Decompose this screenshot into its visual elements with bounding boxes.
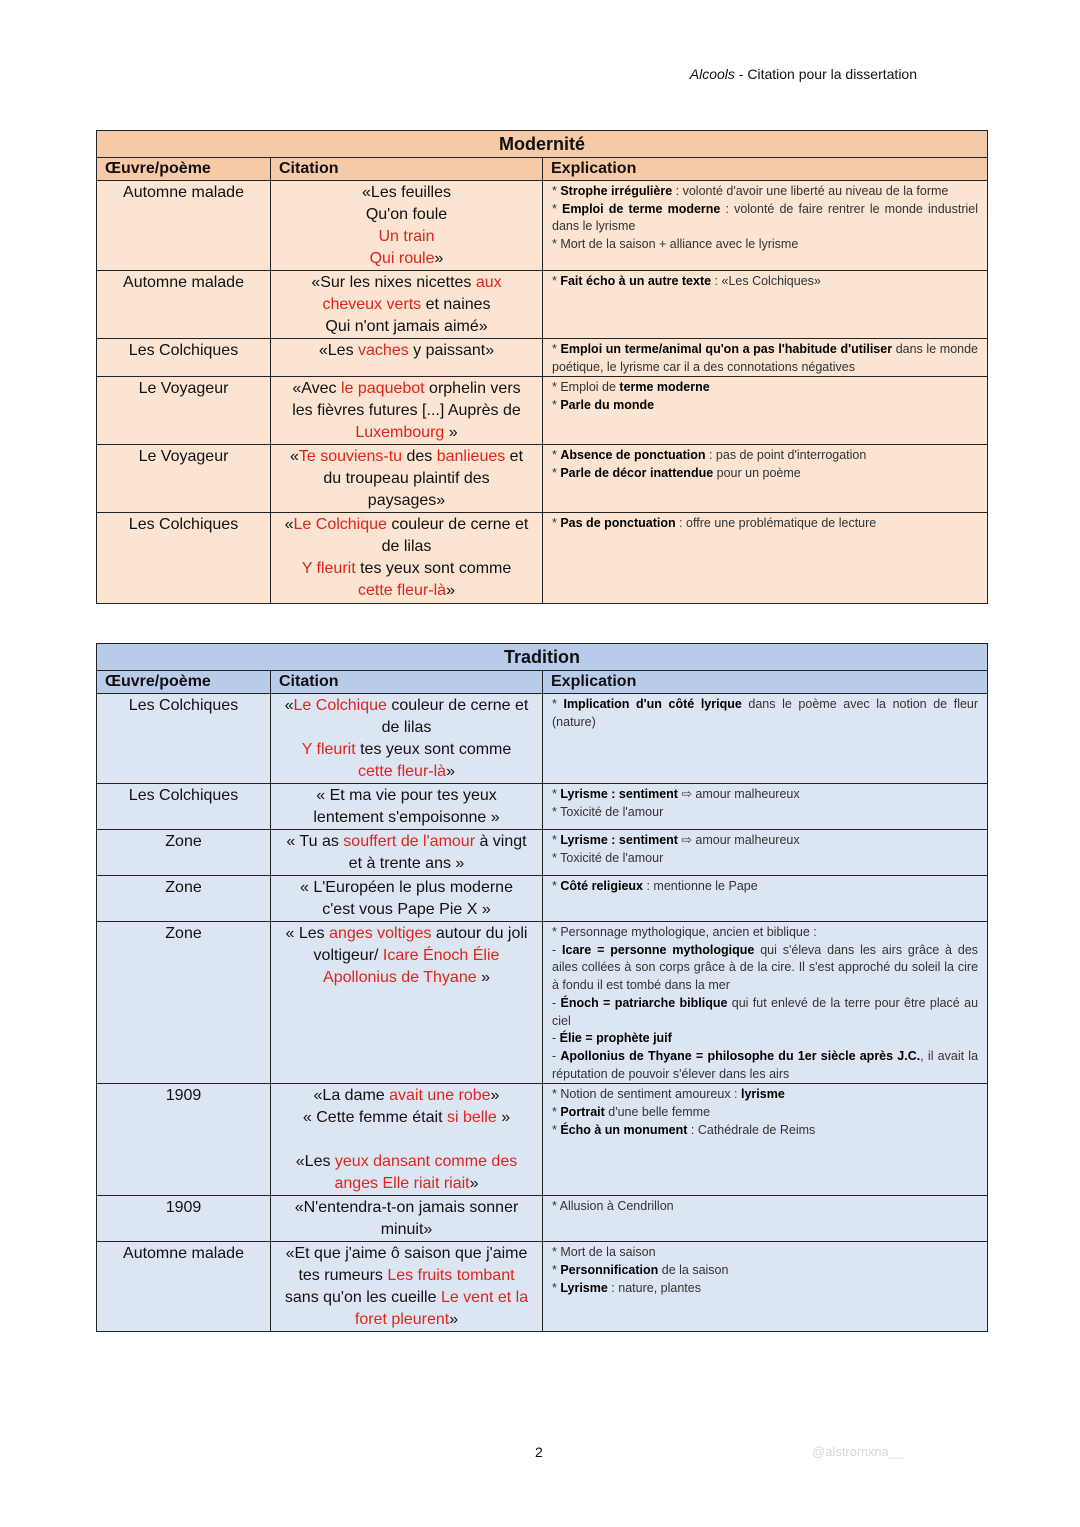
explication-line: [552, 273, 978, 291]
citation-cell: [271, 1196, 543, 1242]
explication-line: [552, 1104, 978, 1122]
explication-cell: [543, 513, 988, 604]
bold-text: Pas de ponctuation: [560, 516, 676, 531]
text-segment: «: [289, 448, 299, 466]
bold-text: Icare = personne mythologique: [562, 942, 755, 957]
text-segment: : offre une problématique de lecture: [675, 516, 877, 531]
document-header: [690, 66, 917, 82]
text-segment: et à trente ans »: [348, 855, 465, 872]
explication-cell: [543, 181, 988, 271]
highlighted-text: cette fleur-là: [358, 582, 447, 600]
watermark: @alstromxria__: [812, 1444, 904, 1459]
text-segment: « Cette femme était: [302, 1109, 447, 1127]
citation-line: [277, 316, 536, 338]
text-segment: tes yeux sont comme: [355, 560, 512, 578]
explication-cell: [543, 445, 988, 513]
text-segment: des: [402, 448, 437, 466]
explication-line: [552, 201, 978, 236]
citation-line: [277, 1265, 536, 1287]
highlighted-text: Le Colchique: [293, 697, 387, 714]
bold-text: Implication d'un côté lyrique: [563, 697, 742, 711]
explication-line: [552, 878, 978, 896]
bold-text: Élie = prophète juif: [559, 1031, 672, 1046]
text-segment: * Mort de la saison + alliance avec le lyrisme: [552, 237, 799, 252]
highlighted-text: si belle: [446, 1109, 497, 1127]
text-segment: : volonté de faire rentrer le monde industriel dans le lyrisme: [552, 201, 979, 234]
text-segment: sans qu'on les cueille: [284, 1289, 441, 1307]
explication-line: [552, 804, 978, 822]
text-segment: »: [476, 969, 490, 986]
explication-line: [552, 1030, 978, 1048]
text-segment: dans le poème avec la notion de fleur (nature): [552, 697, 979, 729]
table-row: [97, 1084, 988, 1196]
citation-line: [277, 490, 536, 512]
bold-text: Écho à un monument: [560, 1122, 688, 1137]
highlighted-text: Le Colchique: [293, 516, 387, 534]
table-row: [97, 694, 988, 784]
explication-cell: [543, 830, 988, 876]
text-segment: couleur de cerne et: [386, 516, 529, 534]
text-segment: *: [552, 342, 561, 356]
text-segment: : pas de point d'interrogation: [705, 448, 867, 463]
text-segment: et naines: [421, 296, 491, 313]
text-segment: : nature, plantes: [607, 1280, 701, 1295]
poem-cell: Les Colchiques: [97, 694, 271, 784]
text-segment: «La dame: [313, 1087, 390, 1105]
highlighted-text: foret pleurent: [354, 1311, 450, 1329]
text-segment: »: [449, 1311, 459, 1329]
text-segment: *: [552, 1280, 561, 1295]
explication-line: [552, 1086, 978, 1104]
text-segment: »: [469, 1175, 479, 1193]
highlighted-text: Les fruits tombant: [387, 1267, 515, 1285]
text-segment: voltigeur/: [313, 947, 383, 964]
table-row: [97, 445, 988, 513]
citation-cell: [271, 830, 543, 876]
explication-line: [552, 183, 978, 201]
citation-line: [277, 807, 536, 829]
text-segment: orphelin vers: [424, 380, 521, 398]
text-segment: «: [284, 516, 294, 534]
text-segment: de lilas: [381, 719, 432, 736]
text-segment: «Sur les nixes nicettes: [311, 274, 476, 291]
citation-cell: [271, 876, 543, 922]
text-segment: autour du joli: [431, 925, 528, 942]
modernite-table: [96, 130, 988, 604]
explication-line: [552, 942, 978, 995]
text-segment: qui fut enlevé de la terre pour être placé au ciel: [552, 995, 979, 1028]
citation-cell: [271, 1242, 543, 1332]
text-segment: »: [444, 424, 458, 442]
text-segment: »: [434, 250, 444, 267]
citation-line: [277, 1287, 536, 1309]
citation-line: [277, 967, 536, 989]
highlighted-text: yeux dansant comme des: [334, 1153, 518, 1171]
highlighted-text: Y fleurit: [301, 741, 356, 758]
bold-text: terme moderne: [619, 380, 710, 395]
explication-line: [552, 397, 978, 415]
header-work-title: Alcools: [689, 66, 735, 82]
text-segment: * Emploi de: [552, 380, 620, 395]
explication-cell: [543, 1242, 988, 1332]
bold-text: Parle du monde: [560, 398, 655, 413]
text-segment: de lilas: [381, 538, 432, 556]
citation-cell: [271, 339, 543, 377]
table-row: [97, 513, 988, 604]
poem-cell: Les Colchiques: [97, 784, 271, 830]
citation-cell: [271, 513, 543, 604]
text-segment: minuit»: [380, 1221, 433, 1239]
explication-cell: [543, 377, 988, 445]
citation-line: [277, 272, 536, 294]
text-segment: c'est vous Pape Pie X »: [322, 901, 491, 918]
text-segment: -: [552, 942, 563, 957]
text-segment: * Personnage mythologique, ancien et biblique :: [552, 925, 817, 939]
text-segment: paysages»: [367, 492, 446, 510]
highlighted-text: cheveux verts: [322, 296, 422, 313]
citation-line: [277, 761, 536, 783]
text-segment: couleur de cerne et: [386, 697, 529, 714]
highlighted-text: Te souviens-tu: [298, 448, 403, 466]
explication-line: [552, 341, 978, 376]
text-segment: * Allusion à Cendrillon: [552, 1199, 674, 1214]
poem-cell: Les Colchiques: [97, 339, 271, 377]
text-segment: « L'Européen le plus moderne: [300, 879, 513, 896]
bold-text: Absence de ponctuation: [560, 448, 706, 463]
text-segment: *: [552, 879, 561, 893]
citation-cell: [271, 784, 543, 830]
text-segment: *: [552, 697, 564, 711]
highlighted-text: Qui roule: [369, 250, 435, 267]
explication-line: [552, 832, 978, 850]
text-segment: «Les: [318, 342, 359, 359]
table-row: [97, 784, 988, 830]
citation-cell: [271, 922, 543, 1084]
text-segment: y paissant»: [408, 342, 495, 359]
explication-line: [552, 515, 978, 533]
text-segment: pour un poème: [713, 466, 801, 481]
table-row: [97, 830, 988, 876]
citation-line: [277, 1129, 536, 1151]
citation-line: [277, 877, 536, 899]
highlighted-text: anges voltiges: [329, 925, 432, 942]
poem-cell: Les Colchiques: [97, 513, 271, 604]
highlighted-text: Un train: [378, 228, 435, 245]
highlighted-text: Luxembourg: [355, 424, 445, 442]
highlighted-text: le paquebot: [340, 380, 425, 398]
text-segment: «Les: [295, 1153, 335, 1171]
citation-line: [277, 400, 536, 422]
citation-line: [277, 248, 536, 270]
text-segment: *: [552, 184, 561, 198]
page-number: 2: [535, 1444, 543, 1460]
citation-line: [277, 1197, 536, 1219]
text-segment: * Toxicité de l'amour: [552, 804, 664, 819]
citation-line: [277, 899, 536, 921]
citation-line: [277, 182, 536, 204]
bold-text: Lyrisme : sentiment: [560, 787, 678, 801]
bold-text: Énoch = patriarche biblique: [560, 995, 728, 1010]
col-header-explication: Explication: [543, 671, 988, 694]
explication-cell: [543, 1196, 988, 1242]
text-segment: »: [446, 582, 455, 600]
text-segment: -: [552, 1031, 560, 1046]
poem-cell: Zone: [97, 830, 271, 876]
explication-line: [552, 465, 978, 483]
text-segment: *: [552, 1122, 561, 1137]
table-row: [97, 271, 988, 339]
explication-cell: [543, 271, 988, 339]
explication-cell: [543, 694, 988, 784]
highlighted-text: Y fleurit: [301, 560, 356, 578]
citation-line: [277, 945, 536, 967]
highlighted-text: banlieues: [436, 448, 506, 466]
citation-line: [277, 204, 536, 226]
text-segment: «N'entendra-t-on jamais sonner: [294, 1199, 519, 1217]
poem-cell: Automne malade: [97, 1242, 271, 1332]
bold-text: lyrisme: [741, 1087, 785, 1102]
bold-text: Portrait: [560, 1105, 605, 1120]
citation-line: [277, 446, 536, 468]
explication-line: [552, 447, 978, 465]
text-segment: de la saison: [658, 1263, 729, 1278]
table-row: [97, 922, 988, 1084]
text-segment: *: [552, 516, 561, 531]
citation-line: [277, 1219, 536, 1241]
text-segment: les fièvres futures [...] Auprès de: [292, 402, 521, 420]
explication-line: [552, 924, 978, 942]
text-segment: Qu'on foule: [365, 206, 448, 223]
poem-cell: Automne malade: [97, 271, 271, 339]
col-header-oeuvre: Œuvre/poème: [97, 158, 271, 181]
text-segment: «Avec: [292, 380, 341, 398]
citation-line: [277, 1107, 536, 1129]
table-row: [97, 1196, 988, 1242]
citation-line: [277, 1243, 536, 1265]
text-segment: : mentionne le Pape: [643, 879, 758, 893]
explication-cell: [543, 876, 988, 922]
citation-line: [277, 294, 536, 316]
poem-cell: Zone: [97, 922, 271, 1084]
explication-line: [552, 995, 978, 1030]
bold-text: Lyrisme : sentiment: [560, 833, 678, 847]
citation-line: [277, 1151, 536, 1173]
citation-cell: [271, 1084, 543, 1196]
poem-cell: 1909: [97, 1196, 271, 1242]
text-segment: * Notion de sentiment amoureux :: [552, 1087, 741, 1102]
text-segment: « Et ma vie pour tes yeux: [316, 787, 497, 804]
text-segment: *: [552, 466, 561, 481]
bold-text: Apollonius de Thyane = philosophe du 1er siècle après J.C.: [560, 1048, 921, 1063]
bold-text: Lyrisme: [560, 1280, 608, 1295]
explication-cell: [543, 339, 988, 377]
text-segment: « Tu as: [286, 833, 344, 850]
text-segment: -: [552, 1048, 561, 1063]
explication-line: [552, 1198, 978, 1216]
citation-line: [277, 853, 536, 875]
text-segment: *: [552, 833, 561, 847]
bold-text: Personnification: [560, 1263, 659, 1278]
highlighted-text: vaches: [358, 342, 409, 359]
bold-text: Côté religieux: [560, 879, 644, 893]
bold-text: Parle de décor inattendue: [560, 466, 714, 481]
citation-cell: [271, 181, 543, 271]
citation-line: [277, 514, 536, 536]
tradition-table: [96, 643, 988, 1332]
text-segment: du troupeau plaintif des: [323, 470, 490, 488]
highlighted-text: avait une robe: [389, 1087, 491, 1105]
highlighted-text: cette fleur-là: [358, 763, 447, 780]
text-segment: Qui n'ont jamais aimé»: [325, 318, 488, 335]
explication-cell: [543, 922, 988, 1084]
text-segment: *: [552, 398, 561, 413]
explication-line: [552, 850, 978, 868]
col-header-explication: Explication: [543, 158, 988, 181]
text-segment: tes rumeurs: [298, 1267, 388, 1285]
poem-cell: Le Voyageur: [97, 445, 271, 513]
bold-text: Strophe irrégulière: [560, 184, 673, 198]
text-segment: «Et que j'aime ô saison que j'aime: [285, 1245, 528, 1263]
citation-line: [277, 785, 536, 807]
highlighted-text: souffert de l'amour: [343, 833, 476, 850]
text-segment: «Les feuilles: [362, 184, 451, 201]
explication-line: [552, 1280, 978, 1298]
citation-line: [277, 1309, 536, 1331]
citation-line: [277, 580, 536, 602]
text-segment: *: [552, 274, 561, 288]
text-segment: «: [284, 697, 294, 714]
citation-line: [277, 340, 536, 362]
citation-line: [277, 739, 536, 761]
text-segment: *: [552, 787, 561, 801]
text-segment: : «Les Colchiques»: [711, 274, 821, 288]
text-segment: »: [490, 1087, 500, 1105]
highlighted-text: aux: [475, 274, 502, 291]
text-segment: »: [446, 763, 455, 780]
text-segment: ⇨ amour malheureux: [677, 787, 800, 801]
table-row: [97, 1242, 988, 1332]
text-segment: : volonté d'avoir une liberté au niveau de la forme: [672, 184, 949, 198]
poem-cell: 1909: [97, 1084, 271, 1196]
col-header-citation: Citation: [271, 158, 543, 181]
bold-text: Fait écho à un autre texte: [560, 274, 712, 288]
text-segment: , il avait la réputation de pouvoir s'élever dans les airs: [552, 1048, 979, 1081]
bold-text: Emploi de terme moderne: [561, 201, 721, 216]
citation-cell: [271, 445, 543, 513]
modernite-title: Modernité: [97, 131, 988, 158]
text-segment: *: [552, 1105, 561, 1120]
citation-cell: [271, 271, 543, 339]
text-segment: *: [552, 201, 562, 216]
poem-cell: Le Voyageur: [97, 377, 271, 445]
citation-line: [277, 1085, 536, 1107]
citation-line: [277, 923, 536, 945]
citation-cell: [271, 377, 543, 445]
text-segment: d'une belle femme: [604, 1105, 711, 1120]
citation-line: [277, 226, 536, 248]
citation-line: [277, 536, 536, 558]
text-segment: -: [552, 995, 561, 1010]
col-header-citation: Citation: [271, 671, 543, 694]
citation-line: [277, 717, 536, 739]
text-segment: *: [552, 448, 561, 463]
text-segment: qui s'éleva dans les airs grâce à des ailes collées à son corps grâce à de la cire. Il s'est approché du soleil la cire à fondu il est tombé dans la mer: [552, 942, 979, 993]
citation-line: [277, 831, 536, 853]
table-row: [97, 181, 988, 271]
highlighted-text: Apollonius de Thyane: [323, 969, 477, 986]
highlighted-text: Icare Énoch Élie: [382, 947, 500, 964]
citation-line: [277, 378, 536, 400]
citation-line: [277, 468, 536, 490]
explication-cell: [543, 784, 988, 830]
table-row: [97, 876, 988, 922]
explication-cell: [543, 1084, 988, 1196]
citation-cell: [271, 694, 543, 784]
text-segment: lentement s'empoisonne »: [313, 809, 500, 826]
highlighted-text: anges Elle riait riait: [334, 1175, 470, 1193]
table-row: [97, 339, 988, 377]
text-segment: et: [505, 448, 524, 466]
text-segment: à vingt: [475, 833, 527, 850]
explication-line: [552, 1122, 978, 1140]
explication-line: [552, 786, 978, 804]
text-segment: : Cathédrale de Reims: [687, 1122, 816, 1137]
highlighted-text: Le vent et la: [440, 1289, 529, 1307]
explication-line: [552, 1244, 978, 1262]
poem-cell: Zone: [97, 876, 271, 922]
citation-line: [277, 695, 536, 717]
explication-line: [552, 379, 978, 397]
citation-line: [277, 558, 536, 580]
text-segment: * Mort de la saison: [552, 1245, 656, 1260]
header-subtitle: - Citation pour la dissertation: [734, 66, 917, 82]
text-segment: »: [496, 1109, 511, 1127]
text-segment: « Les: [285, 925, 330, 942]
explication-line: [552, 1262, 978, 1280]
text-segment: dans le monde poétique, le lyrisme car il a des connotations négatives: [552, 342, 979, 374]
explication-line: [552, 1048, 978, 1083]
text-segment: * Toxicité de l'amour: [552, 850, 664, 865]
tradition-title: Tradition: [97, 644, 988, 671]
explication-line: [552, 696, 978, 731]
explication-line: [552, 236, 978, 254]
text-segment: *: [552, 1263, 561, 1278]
poem-cell: Automne malade: [97, 181, 271, 271]
bold-text: Emploi un terme/animal qu'on a pas l'habitude d'utiliser: [560, 342, 893, 356]
citation-line: [277, 422, 536, 444]
col-header-oeuvre: Œuvre/poème: [97, 671, 271, 694]
citation-line: [277, 1173, 536, 1195]
text-segment: tes yeux sont comme: [355, 741, 512, 758]
text-segment: ⇨ amour malheureux: [677, 833, 800, 847]
table-row: [97, 377, 988, 445]
